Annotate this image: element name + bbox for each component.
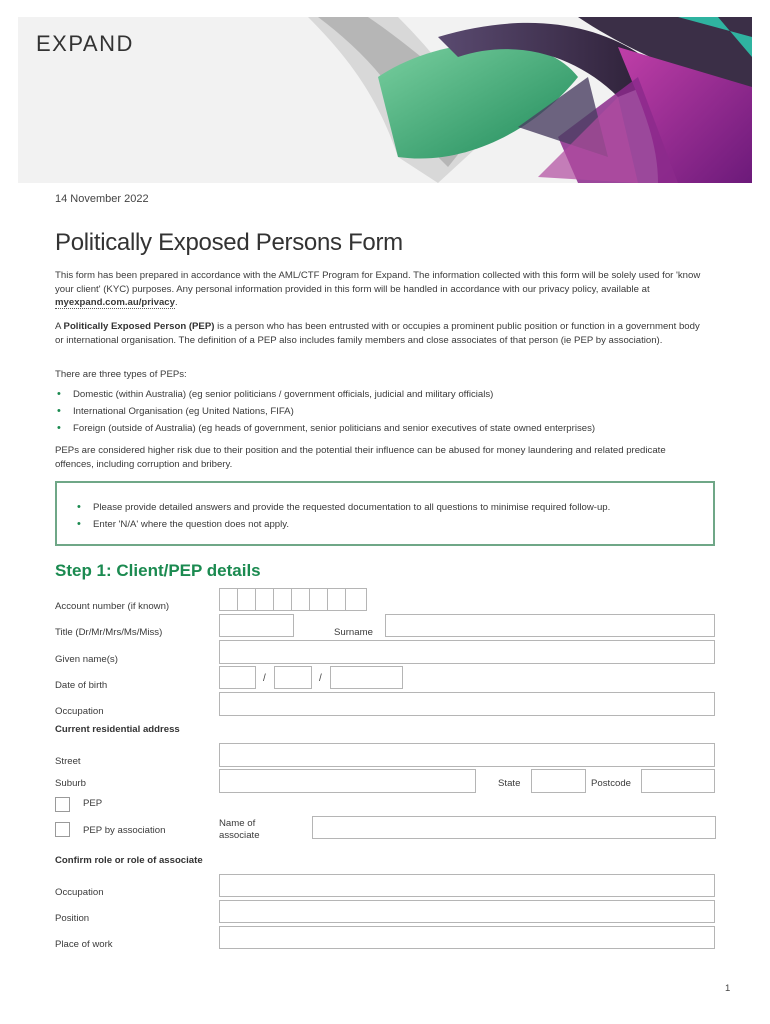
pep-checkbox[interactable] xyxy=(55,797,70,812)
name-of-associate-field[interactable] xyxy=(312,816,716,839)
account-number-label: Account number (if known) xyxy=(55,601,170,612)
intro-paragraph-2: A Politically Exposed Person (PEP) is a person who has been entrusted with or occupies a prominent public position or function in a government body or international organisation. The definition of a PEP also includes family members and close associates of that person (ie PEP by association). xyxy=(55,321,700,346)
state-label: State xyxy=(498,778,521,789)
postcode-label: Postcode xyxy=(591,778,632,789)
account-number-cell[interactable] xyxy=(309,588,328,611)
page-number: 1 xyxy=(725,983,731,994)
role-occupation-label: Occupation xyxy=(55,887,104,898)
suburb-label: Suburb xyxy=(55,778,86,789)
list-item: • International Organisation (eg United Nations, FIFA) xyxy=(55,403,715,420)
confirm-role-heading: Confirm role or role of associate xyxy=(55,855,203,866)
account-number-cell[interactable] xyxy=(345,588,367,611)
pep-label: PEP xyxy=(83,798,103,809)
street-label: Street xyxy=(55,756,81,767)
postcode-field[interactable] xyxy=(641,769,715,793)
title-label: Title (Dr/Mr/Mrs/Ms/Miss) xyxy=(55,627,163,638)
given-names-field[interactable] xyxy=(219,640,715,664)
pep-types-list xyxy=(55,386,715,437)
account-number-cell[interactable] xyxy=(255,588,274,611)
position-label: Position xyxy=(55,913,90,924)
list-item: • Foreign (outside of Australia) (eg heads of government, senior politicians and senior executives of state owned enterprises) xyxy=(55,420,715,437)
street-field[interactable] xyxy=(219,743,715,767)
dob-day-field[interactable] xyxy=(219,666,256,689)
pep-association-label: PEP by association xyxy=(83,825,166,836)
position-field[interactable] xyxy=(219,900,715,923)
role-occupation-field[interactable] xyxy=(219,874,715,897)
place-of-work-field[interactable] xyxy=(219,926,715,949)
dob-separator: / xyxy=(319,673,322,684)
page-title: Politically Exposed Persons Form xyxy=(55,229,403,256)
intro-paragraph-1: This form has been prepared in accordance with the AML/CTF Program for Expand. The information collected with this form will be solely used for 'know your client' (KYC) purposes. Any personal information provided in this form will be handled in accordance with our privacy policy, available at myexpand.com.au/privacy. xyxy=(55,270,701,309)
intro-paragraph-4: PEPs are considered higher risk due to their position and the potential their influence can be abused for money laundering and related predicate offences, including corruption and bribery. xyxy=(55,445,666,470)
surname-field[interactable] xyxy=(385,614,715,637)
list-item: • Domestic (within Australia) (eg senior politicians / government officials, judicial and military officials) xyxy=(55,386,715,403)
given-names-label: Given name(s) xyxy=(55,654,118,665)
header-banner xyxy=(18,17,752,183)
privacy-link[interactable]: myexpand.com.au/privacy xyxy=(55,297,175,309)
list-item: • Enter 'N/A' where the question does not apply. xyxy=(75,516,610,533)
title-field[interactable] xyxy=(219,614,294,637)
dob-separator: / xyxy=(263,673,266,684)
dob-year-field[interactable] xyxy=(330,666,403,689)
account-number-cell[interactable] xyxy=(291,588,310,611)
account-number-cell[interactable] xyxy=(327,588,346,611)
expand-logo: EXPAND xyxy=(36,31,134,56)
step-1-heading: Step 1: Client/PEP details xyxy=(55,561,261,580)
current-address-heading: Current residential address xyxy=(55,724,180,735)
place-of-work-label: Place of work xyxy=(55,939,113,950)
account-number-cell[interactable] xyxy=(273,588,292,611)
occupation-field[interactable] xyxy=(219,692,715,716)
dob-label: Date of birth xyxy=(55,680,108,691)
document-date: 14 November 2022 xyxy=(55,193,149,205)
account-number-cell[interactable] xyxy=(219,588,238,611)
state-field[interactable] xyxy=(531,769,586,793)
name-of-associate-label: Name of associate xyxy=(219,818,260,841)
account-number-cell[interactable] xyxy=(237,588,256,611)
intro-paragraph-3: There are three types of PEPs: xyxy=(55,369,187,380)
instructions-box xyxy=(55,481,715,546)
dob-month-field[interactable] xyxy=(274,666,312,689)
pep-association-checkbox[interactable] xyxy=(55,822,70,837)
suburb-field[interactable] xyxy=(219,769,476,793)
list-item: • Please provide detailed answers and provide the requested documentation to all questions to minimise required follow-up. xyxy=(75,499,610,516)
occupation-label: Occupation xyxy=(55,706,104,717)
surname-label: Surname xyxy=(334,627,373,638)
